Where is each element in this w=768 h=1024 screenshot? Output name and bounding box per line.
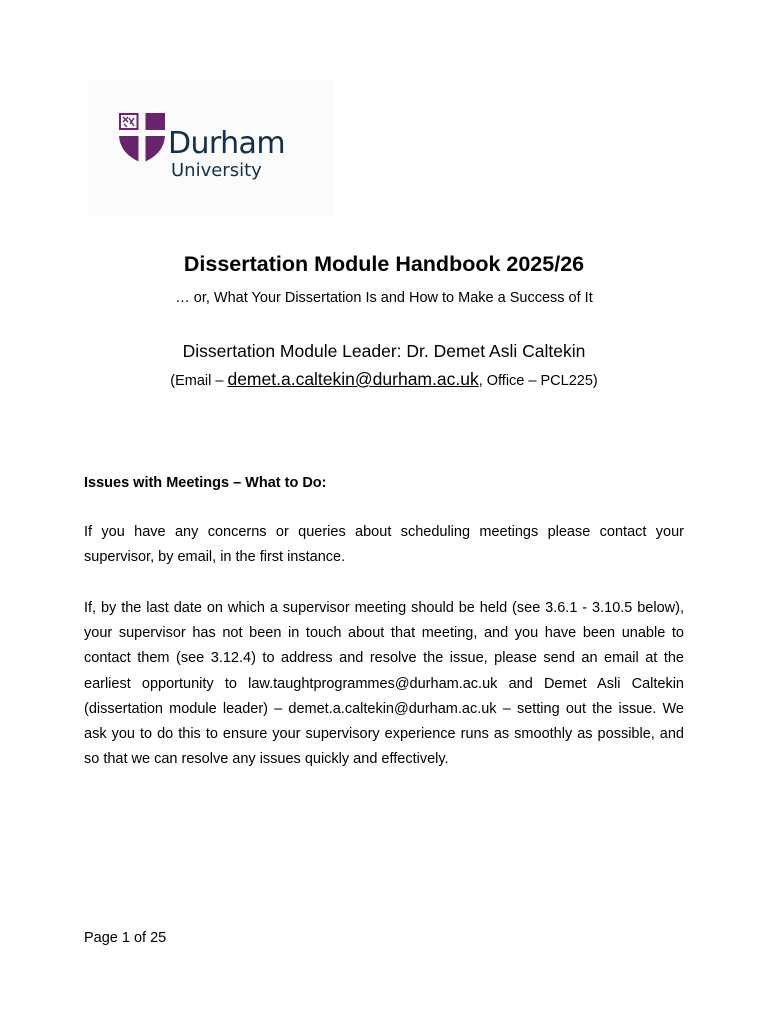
- logo-line-durham: Durham: [168, 126, 285, 161]
- logo-wordmark: [168, 128, 285, 182]
- contact-suffix: , Office – PCL225): [478, 373, 598, 389]
- logo-line-university: University: [171, 160, 262, 181]
- paragraph-1: If you have any concerns or queries about scheduling meetings please contact your supervisor, by email, in the first instance.: [84, 524, 684, 566]
- contact-prefix: (Email –: [170, 373, 224, 389]
- paragraph-2: If, by the last date on which a supervisor meeting should be held (see 3.6.1 - 3.10.5 below), your supervisor has not been in touch about that meeting, and you have been unable to contact them (see 3.12.4) to address and resolve the issue, please send an email at the earliest opportunity to law.taughtprogrammes@durham.ac.uk and Demet Asli Caltekin (dissertation module leader) – demet.a.caltekin@durham.ac.uk – setting out the issue. We ask you to do this to ensure your supervisory experience runs as smoothly as possible, and so that we can resolve any issues quickly and effectively.: [84, 600, 684, 768]
- durham-university-logo: [88, 80, 334, 216]
- durham-shield-icon: [118, 112, 166, 164]
- section-heading: Issues with Meetings – What to Do:: [84, 475, 327, 491]
- document-title: Dissertation Module Handbook 2025/26: [183, 252, 585, 276]
- module-leader: Dissertation Module Leader: Dr. Demet Asli Caltekin: [182, 341, 586, 361]
- page-number: Page 1 of 25: [84, 930, 167, 946]
- document-subtitle: … or, What Your Dissertation Is and How to Make a Success of It: [175, 290, 593, 306]
- contact-line: [0, 368, 768, 392]
- leader-email-link[interactable]: demet.a.caltekin@durham.ac.uk: [227, 369, 479, 389]
